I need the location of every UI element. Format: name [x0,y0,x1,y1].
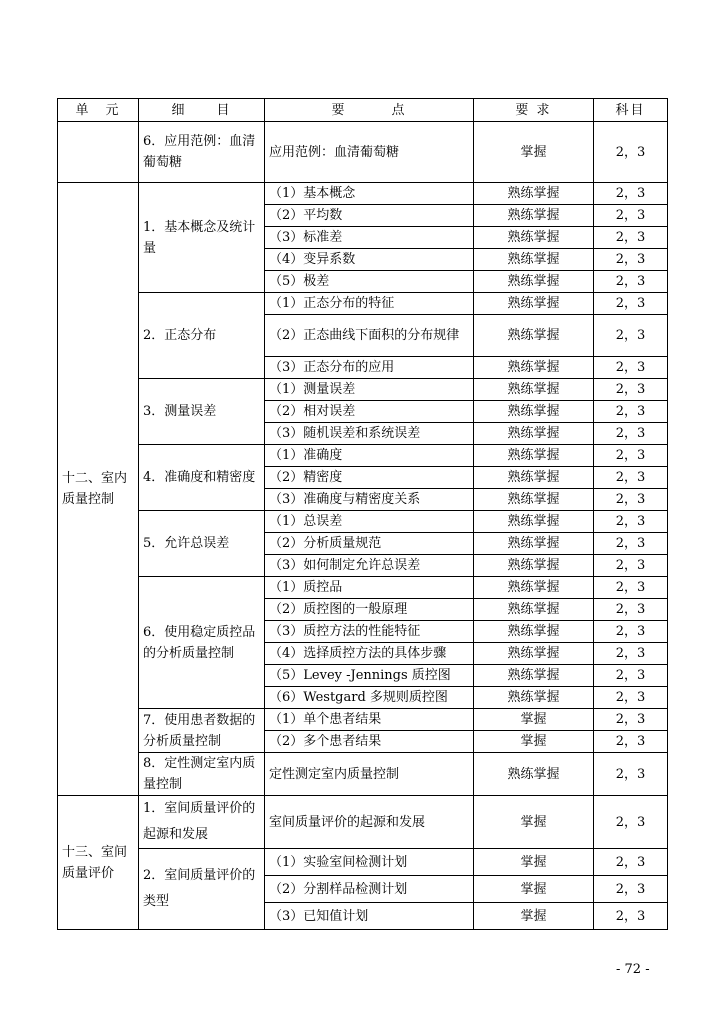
subject-cell: 2，3 [594,357,668,379]
point-cell: （2）分割样品检测计划 [265,876,474,903]
subject-cell: 2，3 [594,849,668,876]
table-row [58,709,668,731]
subject-cell: 2，3 [594,876,668,903]
point-cell: （1）测量误差 [265,379,474,401]
header-detail: 细 目 [139,99,265,122]
detail-cell: 2．室间质量评价的类型 [139,849,265,930]
subject-cell: 2，3 [594,555,668,577]
subject-cell: 2，3 [594,577,668,599]
requirement-cell: 熟练掌握 [474,183,594,205]
header-subject: 科目 [594,99,668,122]
subject-cell: 2，3 [594,249,668,271]
detail-cell: 1．室间质量评价的起源和发展 [139,796,265,849]
requirement-cell: 掌握 [474,903,594,930]
subject-cell: 2，3 [594,227,668,249]
subject-cell: 2，3 [594,687,668,709]
requirement-cell: 掌握 [474,731,594,753]
requirement-cell: 熟练掌握 [474,379,594,401]
point-cell: （1）基本概念 [265,183,474,205]
point-cell: （1）实验室间检测计划 [265,849,474,876]
detail-cell: 2．正态分布 [139,293,265,379]
point-cell: （1）质控品 [265,577,474,599]
header-unit: 单 元 [58,99,139,122]
subject-cell: 2，3 [594,489,668,511]
subject-cell: 2，3 [594,533,668,555]
point-cell: （4）选择质控方法的具体步骤 [265,643,474,665]
table-row [58,183,668,205]
subject-cell: 2，3 [594,796,668,849]
requirement-cell: 熟练掌握 [474,753,594,796]
subject-cell: 2，3 [594,903,668,930]
unit-cell: 十二、室内质量控制 [58,183,139,796]
subject-cell: 2，3 [594,183,668,205]
point-cell: （6）Westgard 多规则质控图 [265,687,474,709]
table-row [58,577,668,599]
requirement-cell: 熟练掌握 [474,271,594,293]
subject-cell: 2，3 [594,731,668,753]
point-cell: （3）正态分布的应用 [265,357,474,379]
requirement-cell: 掌握 [474,849,594,876]
header-requirement: 要 求 [474,99,594,122]
requirement-cell: 熟练掌握 [474,205,594,227]
point-cell: （2）平均数 [265,205,474,227]
unit-cell: 十三、室间质量评价 [58,796,139,930]
point-cell: 定性测定室内质量控制 [265,753,474,796]
subject-cell: 2，3 [594,709,668,731]
point-cell: （3）准确度与精密度关系 [265,489,474,511]
subject-cell: 2，3 [594,621,668,643]
subject-cell: 2，3 [594,511,668,533]
table-row [58,293,668,315]
requirement-cell: 熟练掌握 [474,555,594,577]
point-cell: （4）变异系数 [265,249,474,271]
subject-cell: 2，3 [594,122,668,183]
table-row [58,511,668,533]
point-cell: （2）分析质量规范 [265,533,474,555]
subject-cell: 2，3 [594,643,668,665]
requirement-cell: 熟练掌握 [474,227,594,249]
point-cell: （5）极差 [265,271,474,293]
requirement-cell: 熟练掌握 [474,577,594,599]
requirement-cell: 熟练掌握 [474,357,594,379]
requirement-cell: 熟练掌握 [474,665,594,687]
table-row [58,379,668,401]
subject-cell: 2，3 [594,599,668,621]
point-cell: （1）正态分布的特征 [265,293,474,315]
requirement-cell: 熟练掌握 [474,687,594,709]
subject-cell: 2，3 [594,271,668,293]
requirement-cell: 熟练掌握 [474,445,594,467]
point-cell: （3）已知值计划 [265,903,474,930]
unit-cell [58,122,139,183]
point-cell: （2）质控图的一般原理 [265,599,474,621]
point-cell: （2）多个患者结果 [265,731,474,753]
header-point: 要 点 [265,99,474,122]
detail-cell: 8．定性测定室内质量控制 [139,753,265,796]
subject-cell: 2，3 [594,445,668,467]
detail-cell: 5．允许总误差 [139,511,265,577]
detail-cell: 3．测量误差 [139,379,265,445]
point-cell: （2）精密度 [265,467,474,489]
detail-cell: 6．使用稳定质控品的分析质量控制 [139,577,265,709]
requirement-cell: 熟练掌握 [474,489,594,511]
subject-cell: 2，3 [594,293,668,315]
requirement-cell: 熟练掌握 [474,249,594,271]
subject-cell: 2，3 [594,467,668,489]
subject-cell: 2，3 [594,379,668,401]
detail-cell: 4．准确度和精密度 [139,445,265,511]
requirement-cell: 掌握 [474,709,594,731]
page-number: - 72 - [616,962,650,977]
requirement-cell: 熟练掌握 [474,467,594,489]
table-row [58,753,668,796]
point-cell: （1）总误差 [265,511,474,533]
requirement-cell: 熟练掌握 [474,599,594,621]
requirement-cell: 熟练掌握 [474,533,594,555]
requirement-cell: 熟练掌握 [474,401,594,423]
point-cell: （1）准确度 [265,445,474,467]
subject-cell: 2，3 [594,401,668,423]
requirement-cell: 熟练掌握 [474,621,594,643]
requirement-cell: 熟练掌握 [474,423,594,445]
requirement-cell: 熟练掌握 [474,315,594,357]
detail-cell: 7．使用患者数据的分析质量控制 [139,709,265,753]
requirement-cell: 熟练掌握 [474,643,594,665]
requirement-cell: 熟练掌握 [474,293,594,315]
table-row [58,796,668,849]
table-row [58,122,668,183]
point-cell: 应用范例：血清葡萄糖 [265,122,474,183]
detail-cell: 6．应用范例：血清葡萄糖 [139,122,265,183]
requirement-cell: 熟练掌握 [474,511,594,533]
point-cell: 室间质量评价的起源和发展 [265,796,474,849]
point-cell: （5）Levey -Jennings 质控图 [265,665,474,687]
header-row [58,99,668,122]
table-body [58,122,668,930]
point-cell: （3）如何制定允许总误差 [265,555,474,577]
table-row [58,445,668,467]
point-cell: （3）质控方法的性能特征 [265,621,474,643]
table-row [58,849,668,876]
syllabus-table [57,98,668,930]
detail-cell: 1．基本概念及统计量 [139,183,265,293]
requirement-cell: 掌握 [474,122,594,183]
subject-cell: 2，3 [594,423,668,445]
requirement-cell: 掌握 [474,876,594,903]
point-cell: （3）随机误差和系统误差 [265,423,474,445]
point-cell: （3）标准差 [265,227,474,249]
subject-cell: 2，3 [594,665,668,687]
point-cell: （2）正态曲线下面积的分布规律 [265,315,474,357]
subject-cell: 2，3 [594,315,668,357]
point-cell: （1）单个患者结果 [265,709,474,731]
subject-cell: 2，3 [594,205,668,227]
requirement-cell: 掌握 [474,796,594,849]
point-cell: （2）相对误差 [265,401,474,423]
subject-cell: 2，3 [594,753,668,796]
